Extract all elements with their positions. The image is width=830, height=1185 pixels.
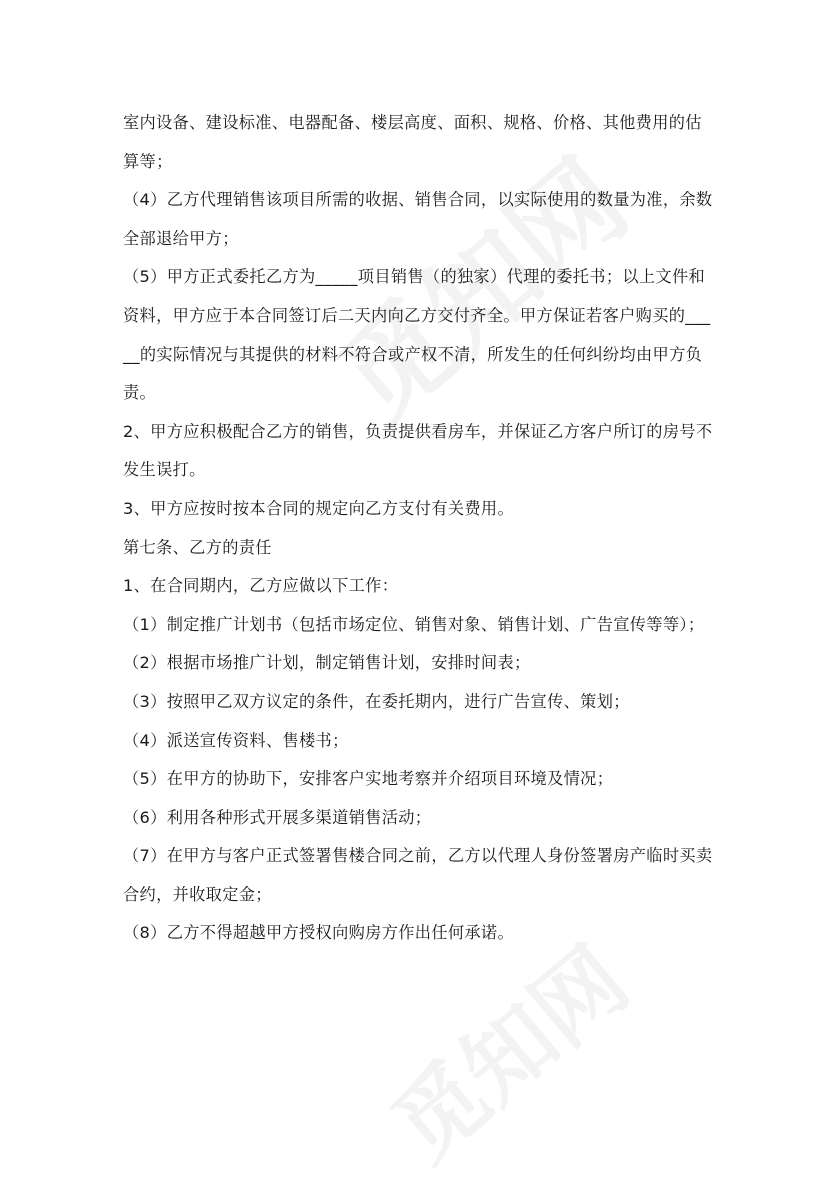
- list-item-3-advertising: （3）按照甲乙双方议定的条件，在委托期内，进行广告宣传、策划；: [123, 691, 630, 711]
- list-item-7-provisional-contract: （7）在甲方与客户正式签署售楼合同之前，乙方以代理人身份签署房产临时买卖合约，并收取定金；: [123, 846, 713, 904]
- list-item-2-sales-plan: （2）根据市场推广计划，制定销售计划，安排时间表；: [123, 653, 531, 673]
- list-item-4-materials: （4）派送宣传资料、售楼书；: [123, 730, 349, 750]
- section-heading-article-7: 第七条、乙方的责任: [123, 537, 272, 557]
- paragraph-estimate-continued: 室内设备、建设标准、电器配备、楼层高度、面积、规格、价格、其他费用的估算等；: [123, 113, 702, 171]
- paragraph-clause-3-payment: 3、甲方应按时按本合同的规定向乙方支付有关费用。: [123, 498, 515, 518]
- list-item-6-channels: （6）利用各种形式开展多渠道销售活动；: [123, 807, 432, 827]
- list-item-1-promotion-plan: （1）制定推广计划书（包括市场定位、销售对象、销售计划、广告宣传等等）；: [123, 614, 705, 634]
- document-body: [123, 104, 713, 953]
- list-item-8-no-promises: （8）乙方不得超越甲方授权向购房方作出任何承诺。: [123, 923, 515, 943]
- paragraph-clause-2-cooperation: 2、甲方应积极配合乙方的销售，负责提供看房车，并保证乙方客户所订的房号不发生误打。: [123, 421, 713, 480]
- paragraph-item-5-authorization: （5）甲方正式委托乙方为_____项目销售（的独家）代理的委托书；以上文件和资料，甲方应于本合同签订后二天内向乙方交付齐全。甲方保证若客户购买的_____的实际情况与其提供的材料不符合或产权不清，所发生的任何纠纷均由甲方负责。: [123, 267, 711, 403]
- paragraph-item-4-receipts: （4）乙方代理销售该项目所需的收据、销售合同，以实际使用的数量为准，余数全部退给甲方；: [123, 190, 713, 248]
- paragraph-clause-1-duties: 1、在合同期内，乙方应做以下工作：: [123, 576, 399, 596]
- list-item-5-site-visits: （5）在甲方的协助下，安排客户实地考察并介绍项目环境及情况；: [123, 769, 614, 789]
